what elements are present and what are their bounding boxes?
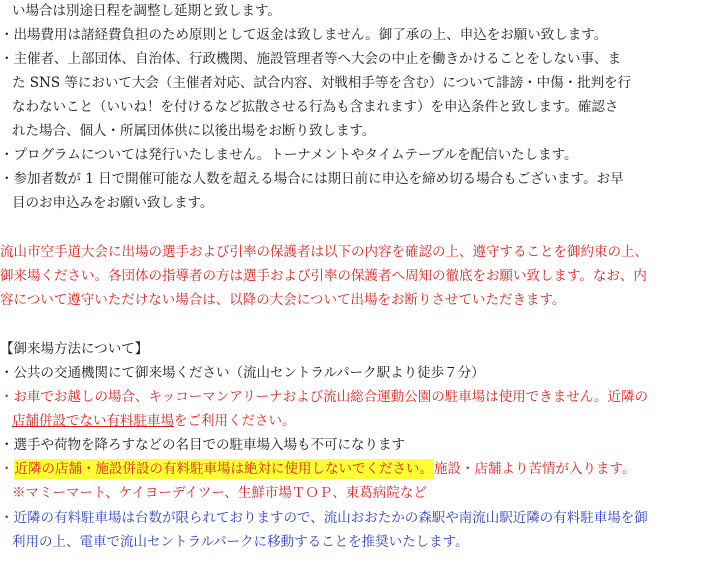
underlined-phrase: 店舗併設でない有料駐車場 xyxy=(12,413,174,429)
bullet-capacity: ・参加者数が 1 日で開催可能な人数を超える場合には期日前に申込を締め切る場合もございます。お早 xyxy=(0,171,624,187)
highlighted-warning: 近隣の店舗・施設併設の有料駐車場は絶対に使用しないでください。 xyxy=(14,461,433,477)
line-tail: をご利用ください。 xyxy=(174,413,296,429)
line-tail: 施設・店舗より苦情が入ります。 xyxy=(434,461,636,477)
notice-line: 流山市空手道大会に出場の選手および引率の保護者は以下の内容を確認の上、遵守することを御約束の上、 xyxy=(0,244,648,260)
paragraph-line: 利用の上、電車で流山セントラルパークに移動することを推奨いたします。 xyxy=(12,534,469,550)
paragraph-line: た SNS 等において大会（主催者対応、試合内容、対戦相手等を含む）について誹謗・中傷・批判を行 xyxy=(12,75,632,91)
bullet-prohibited-parking xyxy=(0,459,635,479)
paragraph-line: 目のお申込みをお願い致します。 xyxy=(12,195,214,211)
notice-line: 容について遵守いただけない場合は、以降の大会について出場をお断りさせていただきます。 xyxy=(0,292,566,308)
section-heading: 【御来場方法について】 xyxy=(0,341,149,357)
bullet-refund: ・出場費用は諸経費負担のため原則として返金は致しません。御了承の上、申込をお願い致します。 xyxy=(0,27,608,43)
bullet-dropoff: ・選手や荷物を降ろすなどの名目での駐車場入場も不可になります xyxy=(0,437,405,453)
store-list-note: ※マミーマート、ケイヨーデイツー、生鮮市場ＴＯＰ、東葛病院など xyxy=(12,485,427,501)
paragraph-line: い場合は別途日程を調整し延期と致します。 xyxy=(12,3,281,19)
paragraph-line: なわないこと（いいね！を付けるなど拡散させる行為も含まれます）を申込条件と致します。確認さ xyxy=(12,99,619,115)
bullet-mark: ・ xyxy=(0,461,14,477)
paragraph-line xyxy=(12,411,296,431)
bullet-public-transport: ・公共の交通機関にて御来場ください（流山セントラルパーク駅より徒歩７分） xyxy=(0,365,485,381)
bullet-program: ・プログラムについては発行いたしません。トーナメントやタイムテーブルを配信いたします。 xyxy=(0,147,578,163)
bullet-recommend-station: ・近隣の有料駐車場は台数が限られておりますので、流山おおたかの森駅や南流山駅近隣の有料駐車場を御 xyxy=(0,510,648,526)
paragraph-line: れた場合、個人・所属団体供に以後出場をお断り致します。 xyxy=(12,123,376,139)
bullet-car-parking: ・お車でお越しの場合、キッコーマンアリーナおよび流山総合運動公園の駐車場は使用できません。近隣の xyxy=(0,389,648,405)
notice-line: 御来場ください。各団体の指導者の方は選手および引率の保護者へ周知の徹底をお願い致します。なお、内 xyxy=(0,268,647,284)
bullet-conditions: ・主催者、上部団体、自治体、行政機関、施設管理者等へ大会の中止を働きかけることをしない事、ま xyxy=(0,51,621,67)
